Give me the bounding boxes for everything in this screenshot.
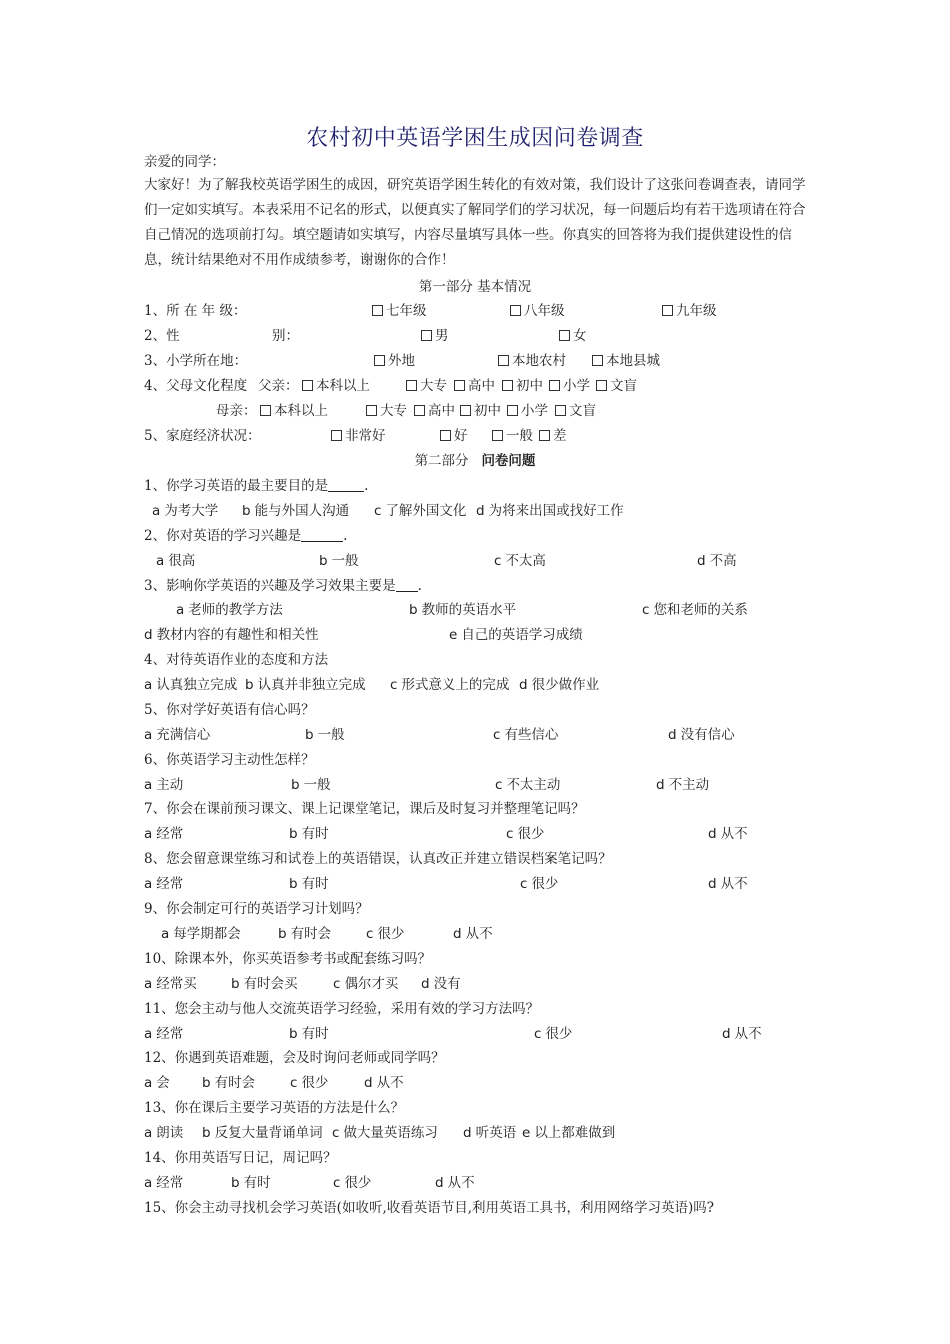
checkbox[interactable] (372, 305, 383, 316)
q11-option-b[interactable]: b 有时 (289, 1026, 329, 1042)
q8-option-a[interactable]: a 经常 (144, 876, 184, 892)
q3-option-c[interactable]: c 您和老师的关系 (642, 602, 748, 618)
q14-option-c[interactable]: c 很少 (333, 1175, 372, 1191)
economy-option-good[interactable]: 好 (440, 427, 468, 445)
q4-option-b[interactable]: b 认真并非独立完成 (245, 677, 366, 693)
greeting: 亲爱的同学： (144, 154, 225, 170)
q13-option-d[interactable]: d 听英语 (463, 1125, 517, 1141)
question-12: 12、你遇到英语难题，会及时询问老师或同学吗？ (144, 1050, 445, 1066)
answer-blank[interactable] (301, 527, 343, 542)
q1-option-b[interactable]: b 能与外国人沟通 (242, 503, 350, 519)
part1-heading: 第一部分 基本情况 (418, 279, 532, 295)
q12-option-d[interactable]: d 从不 (364, 1075, 404, 1091)
answer-blank[interactable] (396, 577, 418, 592)
question-9: 9、你会制定可行的英语学习计划吗？ (144, 901, 369, 917)
q6-option-c[interactable]: c 不太主动 (495, 777, 561, 793)
question-15: 15、你会主动寻找机会学习英语(如收听,收看英语节目,利用英语工具书，利用网络学习英语)吗? (144, 1200, 715, 1216)
gender-label-1: 2、性 (144, 328, 180, 344)
q13-option-c[interactable]: c 做大量英语练习 (332, 1125, 438, 1141)
economy-label: 5、家庭经济状况： (144, 428, 261, 444)
mother-option-bachelor[interactable]: 本科以上 (260, 402, 328, 420)
gender-option-male[interactable]: 男 (421, 327, 449, 345)
checkbox[interactable] (662, 305, 673, 316)
q7-option-b[interactable]: b 有时 (289, 826, 329, 842)
intro-paragraph: 大家好！为了解我校英语学困生的成因，研究英语学困生转化的有效对策，我们设计了这张问卷调查表，请同学们一定如实填写。本表采用不记名的形式，以便真实了解同学们的学习状况，每一问题后均有若干选项请在符合自己情况的选项前打勾。填空题请如实填写，内容尽量填写具体一些。你真实的回答将为我们提供建设性的信息，统计结果绝对不用作成绩参考，谢谢你的合作！ (144, 177, 806, 268)
checkbox[interactable] (510, 305, 521, 316)
q13-option-b[interactable]: b 反复大量背诵单词 (202, 1125, 323, 1141)
checkbox[interactable] (421, 330, 432, 341)
father-option-high[interactable]: 高中 (454, 377, 495, 395)
q14-option-b[interactable]: b 有时 (231, 1175, 271, 1191)
grade-option-9[interactable]: 九年级 (662, 302, 717, 320)
economy-option-poor[interactable]: 差 (539, 427, 567, 445)
q12-option-b[interactable]: b 有时会 (202, 1075, 256, 1091)
q11-option-c[interactable]: c 很少 (534, 1026, 573, 1042)
economy-option-average[interactable]: 一般 (492, 427, 533, 445)
father-option-junior[interactable]: 初中 (502, 377, 543, 395)
q12-option-a[interactable]: a 会 (144, 1075, 170, 1091)
q2-option-d[interactable]: d 不高 (697, 553, 737, 569)
father-option-bachelor[interactable]: 本科以上 (302, 377, 370, 395)
question-5: 5、你对学好英语有信心吗？ (144, 702, 315, 718)
q3-option-e[interactable]: e 自己的英语学习成绩 (449, 627, 583, 643)
q9-option-d[interactable]: d 从不 (453, 926, 493, 942)
q14-option-a[interactable]: a 经常 (144, 1175, 184, 1191)
mother-option-college[interactable]: 大专 (366, 402, 407, 420)
q10-option-a[interactable]: a 经常买 (144, 976, 197, 992)
checkbox[interactable] (592, 355, 603, 366)
question-2: 2、你对英语的学习兴趣是 . (144, 528, 348, 544)
primary-option-out[interactable]: 外地 (374, 352, 415, 370)
mother-option-junior[interactable]: 初中 (460, 402, 501, 420)
q1-option-d[interactable]: d 为将来出国或找好工作 (476, 503, 624, 519)
q9-option-c[interactable]: c 很少 (366, 926, 405, 942)
q8-option-c[interactable]: c 很少 (520, 876, 559, 892)
part2-heading: 第二部分 问卷问题 (414, 453, 536, 469)
primary-option-village[interactable]: 本地农村 (498, 352, 566, 370)
q13-option-a[interactable]: a 朗读 (144, 1125, 184, 1141)
q5-option-d[interactable]: d 没有信心 (668, 727, 735, 743)
q13-option-e[interactable]: e 以上都难做到 (522, 1125, 616, 1141)
checkbox[interactable] (498, 355, 509, 366)
q12-option-c[interactable]: c 很少 (290, 1075, 329, 1091)
q4-option-d[interactable]: d 很少做作业 (519, 677, 600, 693)
mother-option-high[interactable]: 高中 (414, 402, 455, 420)
q5-option-c[interactable]: c 有些信心 (493, 727, 559, 743)
q3-option-d[interactable]: d 教材内容的有趣性和相关性 (144, 627, 319, 643)
q9-option-a[interactable]: a 每学期都会 (161, 926, 241, 942)
grade-option-7[interactable]: 七年级 (372, 302, 427, 320)
q5-option-a[interactable]: a 充满信心 (144, 727, 211, 743)
q11-option-d[interactable]: d 从不 (722, 1026, 762, 1042)
q5-option-b[interactable]: b 一般 (305, 727, 345, 743)
father-option-primary[interactable]: 小学 (549, 377, 590, 395)
gender-label-2: 别： (272, 328, 299, 344)
question-3: 3、影响你学英语的兴趣及学习效果主要是 . (144, 578, 422, 594)
q2-option-a[interactable]: a 很高 (156, 553, 196, 569)
primary-label: 3、小学所在地： (144, 353, 248, 369)
grade-label: 1、所 在 年 级： (144, 303, 247, 319)
mother-option-illiterate[interactable]: 文盲 (555, 402, 596, 420)
question-4: 4、对待英语作业的态度和方法 (144, 652, 329, 668)
q1-option-a[interactable]: a 为考大学 (152, 503, 219, 519)
question-8: 8、您会留意课堂练习和试卷上的英语错误，认真改正并建立错误档案笔记吗？ (144, 851, 612, 867)
mother-label: 母亲： (216, 403, 257, 419)
parents-label: 4、父母文化程度 (144, 378, 248, 394)
economy-option-very-good[interactable]: 非常好 (331, 427, 386, 445)
q7-option-d[interactable]: d 从不 (708, 826, 748, 842)
checkbox[interactable] (374, 355, 385, 366)
q6-option-a[interactable]: a 主动 (144, 777, 184, 793)
q2-option-c[interactable]: c 不太高 (494, 553, 546, 569)
q14-option-d[interactable]: d 从不 (435, 1175, 475, 1191)
grade-option-8[interactable]: 八年级 (510, 302, 565, 320)
page-title: 农村初中英语学困生成因问卷调查 (306, 126, 644, 151)
q6-option-b[interactable]: b 一般 (291, 777, 331, 793)
mother-option-primary[interactable]: 小学 (507, 402, 548, 420)
question-6: 6、你英语学习主动性怎样？ (144, 752, 315, 768)
q3-option-a[interactable]: a 老师的教学方法 (176, 602, 283, 618)
question-11: 11、您会主动与他人交流英语学习经验，采用有效的学习方法吗？ (144, 1001, 540, 1017)
q1-option-c[interactable]: c 了解外国文化 (374, 503, 467, 519)
q4-option-a[interactable]: a 认真独立完成 (144, 677, 238, 693)
answer-blank[interactable] (328, 477, 364, 492)
q7-option-c[interactable]: c 很少 (506, 826, 545, 842)
q7-option-a[interactable]: a 经常 (144, 826, 184, 842)
q10-option-c[interactable]: c 偶尔才买 (333, 976, 399, 992)
question-7: 7、你会在课前预习课文、课上记课堂笔记，课后及时复习并整理笔记吗？ (144, 801, 585, 817)
q10-option-b[interactable]: b 有时会买 (231, 976, 298, 992)
question-13: 13、你在课后主要学习英语的方法是什么？ (144, 1100, 405, 1116)
primary-option-county[interactable]: 本地县城 (592, 352, 660, 370)
father-option-college[interactable]: 大专 (406, 377, 447, 395)
q10-option-d[interactable]: d 没有 (421, 976, 461, 992)
question-10: 10、除课本外，你买英语参考书或配套练习吗？ (144, 951, 432, 967)
q3-option-b[interactable]: b 教师的英语水平 (409, 602, 517, 618)
gender-option-female[interactable]: 女 (559, 327, 587, 345)
q8-option-d[interactable]: d 从不 (708, 876, 748, 892)
q2-option-b[interactable]: b 一般 (319, 553, 359, 569)
q6-option-d[interactable]: d 不主动 (656, 777, 710, 793)
father-label: 父亲： (258, 378, 299, 394)
checkbox[interactable] (559, 330, 570, 341)
q9-option-b[interactable]: b 有时会 (278, 926, 332, 942)
question-14: 14、你用英语写日记，周记吗？ (144, 1150, 337, 1166)
q11-option-a[interactable]: a 经常 (144, 1026, 184, 1042)
father-option-illiterate[interactable]: 文盲 (596, 377, 637, 395)
q4-option-c[interactable]: c 形式意义上的完成 (390, 677, 510, 693)
q8-option-b[interactable]: b 有时 (289, 876, 329, 892)
question-1: 1、你学习英语的最主要目的是 . (144, 478, 369, 494)
